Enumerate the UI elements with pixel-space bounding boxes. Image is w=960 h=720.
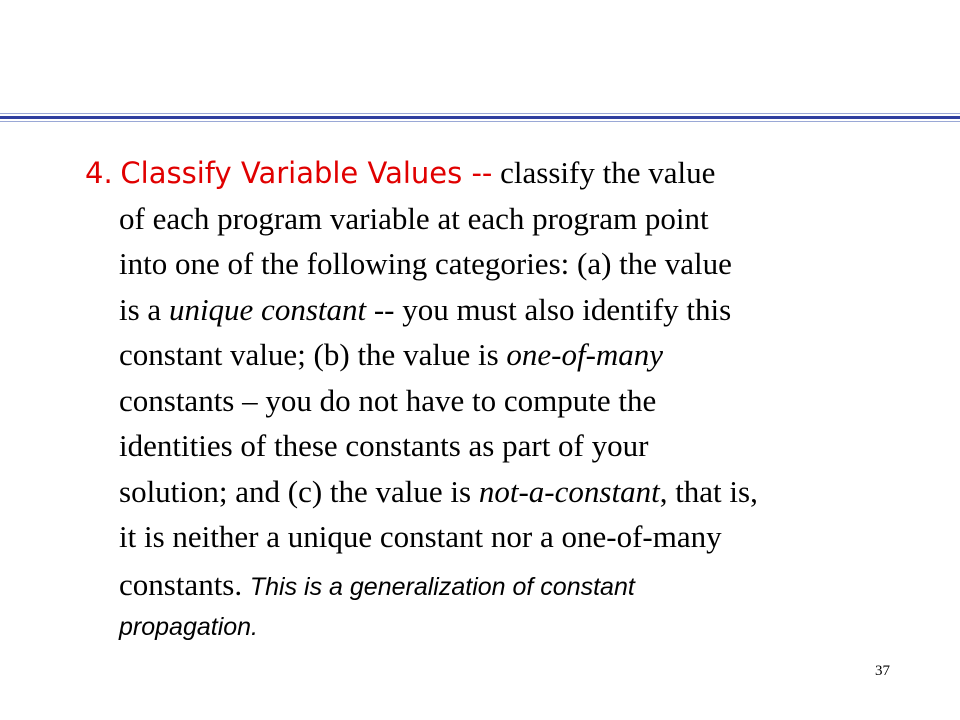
body-text-run: solution; and (c) the value is [119, 473, 479, 509]
body-text-run: -- you must also identify this [366, 291, 732, 327]
generalization-note: This is a generalization of constant [249, 572, 635, 601]
body-text-run: constant value; (b) the value is [119, 337, 507, 372]
item-heading: Classify Variable Values [120, 156, 463, 190]
slide-body [85, 150, 915, 644]
body-line-9: it is neither a unique constant nor a one-of-many [119, 519, 722, 554]
body-text-run: is a [119, 291, 169, 327]
body-text-run: classify the value [492, 155, 716, 190]
body-line-3: into one of the following categories: (a) the value [119, 246, 732, 281]
term-not-a-constant: not-a-constant [478, 473, 660, 509]
body-text-run: constants. [119, 566, 250, 602]
body-line-7: identities of these constants as part of your [119, 428, 649, 463]
body-line-5 [85, 332, 915, 378]
item-heading-dash: -- [462, 156, 493, 190]
term-one-of-many: one-of-many [506, 337, 664, 372]
header-rule-top [0, 113, 960, 114]
body-line-10 [85, 560, 915, 610]
body-line-2: of each program variable at each program point [119, 200, 709, 236]
header-rule-thick [0, 116, 960, 119]
body-line-11: propagation. [119, 612, 259, 641]
body-line-6: constants – you do not have to compute the [119, 382, 657, 418]
item-number: 4. [85, 156, 113, 190]
body-line-4 [85, 287, 915, 333]
page-number: 37 [875, 663, 890, 679]
body-line-8 [85, 469, 915, 515]
body-text-run: , that is, [659, 473, 758, 509]
header-rule-bottom [0, 121, 960, 122]
term-unique-constant: unique constant [168, 291, 367, 327]
body-line-1 [85, 150, 915, 196]
